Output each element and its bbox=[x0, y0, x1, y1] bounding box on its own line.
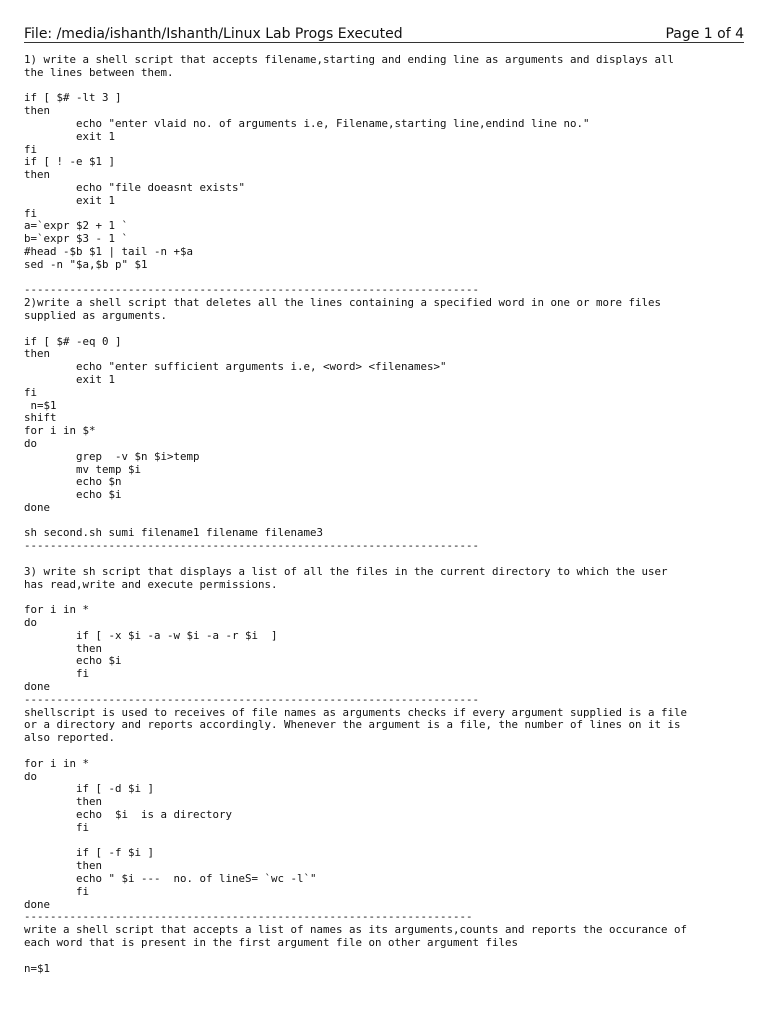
text-line: echo $i is a directory bbox=[24, 808, 233, 822]
text-line: then bbox=[24, 104, 51, 118]
text-line: each word that is present in the first argument file on other argument files bbox=[24, 935, 519, 949]
text-line: shellscript is used to receives of file names as arguments checks if every argument supplied is a file bbox=[24, 705, 688, 719]
text-line: a=`expr $2 + 1 ` bbox=[24, 219, 129, 233]
text-line: then bbox=[24, 859, 103, 873]
text-line: echo "enter sufficient arguments i.e, <word> <filenames>" bbox=[24, 360, 447, 374]
document-body bbox=[24, 54, 744, 975]
text-line: b=`expr $3 - 1 ` bbox=[24, 232, 129, 246]
text-line: n=$1 bbox=[24, 398, 57, 412]
text-line: 2)write a shell script that deletes all the lines containing a specified word in one or more files bbox=[24, 296, 662, 310]
text-line: n=$1 bbox=[24, 961, 51, 975]
text-line: grep -v $n $i>temp bbox=[24, 449, 200, 463]
text-line: then bbox=[24, 168, 51, 182]
text-line: fi bbox=[24, 142, 38, 156]
header-divider bbox=[24, 42, 744, 43]
text-line: write a shell script that accepts a list of names as its arguments,counts and reports the occurance of bbox=[24, 923, 688, 937]
text-line: if [ -f $i ] bbox=[24, 846, 155, 860]
text-line: mv temp $i bbox=[24, 462, 142, 476]
text-line: do bbox=[24, 436, 38, 450]
text-line: then bbox=[24, 795, 103, 809]
text-line: fi bbox=[24, 385, 38, 399]
text-line: or a directory and reports accordingly. Whenever the argument is a file, the number of lines on it is bbox=[24, 718, 681, 732]
text-line: echo "enter vlaid no. of arguments i.e, Filename,starting line,endind line no." bbox=[24, 116, 590, 130]
text-line: if [ -x $i -a -w $i -a -r $i ] bbox=[24, 628, 278, 642]
text-line: echo $i bbox=[24, 654, 122, 668]
text-line: for i in * bbox=[24, 756, 90, 770]
text-line: sh second.sh sumi filename1 filename filename3 bbox=[24, 526, 324, 540]
text-line: also reported. bbox=[24, 731, 116, 745]
text-line: fi bbox=[24, 884, 90, 898]
text-line: echo $i bbox=[24, 488, 122, 502]
text-line: done bbox=[24, 897, 51, 911]
text-line: sed -n "$a,$b p" $1 bbox=[24, 257, 148, 271]
text-line: exit 1 bbox=[24, 372, 116, 386]
text-line: fi bbox=[24, 206, 38, 220]
text-line: for i in * bbox=[24, 603, 90, 617]
text-line: exit 1 bbox=[24, 129, 116, 143]
text-line: supplied as arguments. bbox=[24, 308, 168, 322]
text-line: 3) write sh script that displays a list of all the files in the current directory to which the user bbox=[24, 564, 668, 578]
text-line: #head -$b $1 | tail -n +$a bbox=[24, 244, 194, 258]
text-line: ---------------------------------------------------------------------- bbox=[24, 692, 480, 706]
text-line: echo " $i --- no. of lineS= `wc -l`" bbox=[24, 872, 317, 885]
text-line: do bbox=[24, 769, 38, 783]
page-header bbox=[24, 18, 744, 42]
text-line: fi bbox=[24, 667, 90, 681]
text-line: if [ $# -eq 0 ] bbox=[24, 334, 122, 348]
text-line: if [ $# -lt 3 ] bbox=[24, 91, 122, 105]
text-line: ---------------------------------------------------------------------- bbox=[24, 539, 480, 553]
text-line: fi bbox=[24, 820, 90, 834]
text-line: exit 1 bbox=[24, 193, 116, 207]
text-line: the lines between them. bbox=[24, 65, 174, 79]
text-line: then bbox=[24, 347, 51, 361]
text-line: --------------------------------------------------------------------- bbox=[24, 910, 473, 924]
text-line: done bbox=[24, 680, 51, 694]
text-line: then bbox=[24, 641, 103, 655]
file-path-label: File: /media/ishanth/Ishanth/Linux Lab Progs Executed bbox=[24, 26, 403, 42]
text-line: 1) write a shell script that accepts filename,starting and ending line as arguments and displays all bbox=[24, 53, 675, 66]
text-line: shift bbox=[24, 411, 57, 425]
text-line: ---------------------------------------------------------------------- bbox=[24, 283, 480, 297]
text-line: do bbox=[24, 616, 38, 630]
text-line: has read,write and execute permissions. bbox=[24, 577, 278, 591]
text-line: echo $n bbox=[24, 475, 122, 489]
text-line: if [ ! -e $1 ] bbox=[24, 155, 116, 169]
page-number-label: Page 1 of 4 bbox=[665, 26, 744, 42]
text-line: for i in $* bbox=[24, 424, 96, 438]
text-line: echo "file doeasnt exists" bbox=[24, 180, 246, 194]
text-line: done bbox=[24, 500, 51, 514]
text-line: if [ -d $i ] bbox=[24, 782, 155, 796]
